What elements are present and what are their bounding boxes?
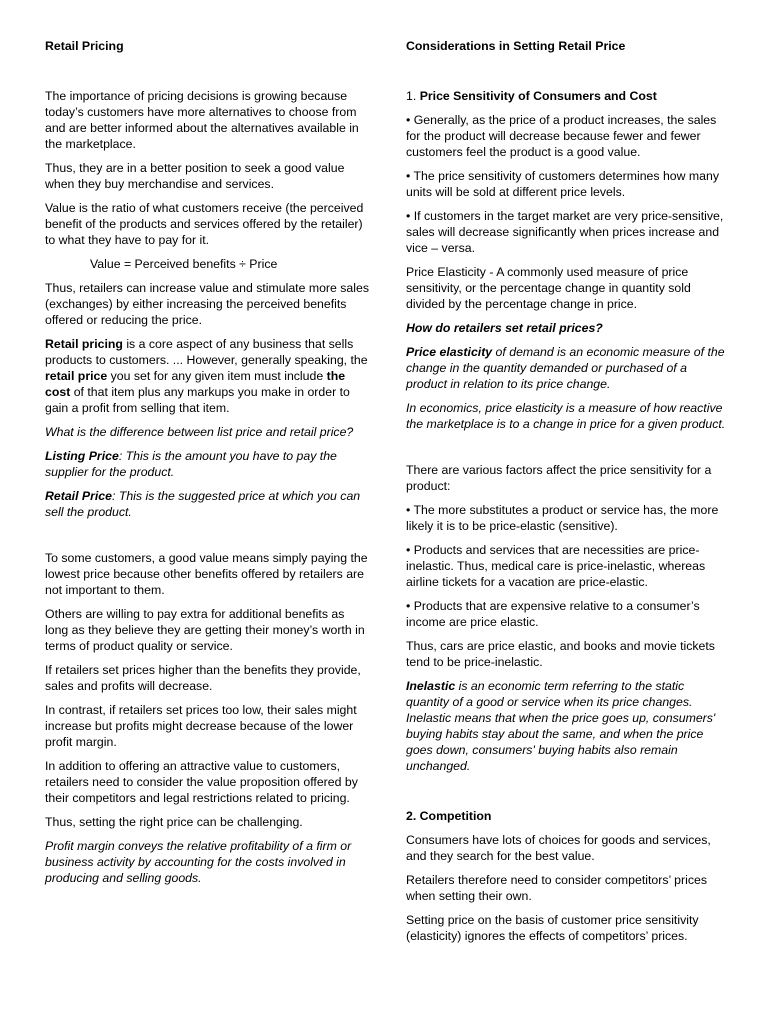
bold-term: the cost bbox=[45, 369, 346, 399]
value-formula: Value = Perceived benefits ÷ Price bbox=[90, 257, 278, 271]
bold-term: Retail pricing bbox=[45, 337, 123, 351]
paragraph: Inelastic is an economic term referring to the static quantity of a good or service when its price changes. Inelastic means that when the price goes up, consumers' buying habits stay about the same, and when the price goes down, consumers' buying habits also remain unchanged. bbox=[406, 679, 716, 773]
right-column bbox=[406, 38, 726, 952]
paragraph: Thus, they are in a better position to seek a good value when they buy merchandise and services. bbox=[45, 161, 345, 191]
definition-retail-price: Retail Price: This is the suggested price at which you can sell the product. bbox=[45, 489, 361, 519]
paragraph: Retail pricing is a core aspect of any business that sells products to customers. ... However, generally speaking, the retail price you set for any given item must include the cost of that item plus any markups you make in order to gain a profit from selling that item. bbox=[45, 337, 368, 415]
question: How do retailers set retail prices? bbox=[406, 321, 603, 335]
question: What is the difference between list price and retail price? bbox=[45, 425, 354, 439]
paragraph: Thus, retailers can increase value and stimulate more sales (exchanges) by either increasing the perceived benefits offered or reducing the price. bbox=[45, 281, 369, 327]
paragraph: Thus, setting the right price can be challenging. bbox=[45, 815, 303, 829]
paragraph: Others are willing to pay extra for additional benefits as long as they believe they are getting their money’s worth in terms of product quality or service. bbox=[45, 607, 365, 653]
paragraph: Retailers therefore need to consider competitors’ prices when setting their own. bbox=[406, 873, 707, 903]
paragraph: In addition to offering an attractive value to customers, retailers need to consider the value proposition offered by their competitors and legal restrictions related to pricing. bbox=[45, 759, 358, 805]
definition-listing-price: Listing Price: This is the amount you have to pay the supplier for the product. bbox=[45, 449, 337, 479]
paragraph: Price Elasticity - A commonly used measure of price sensitivity, or the percentage change in quantity sold divided by the percentage change in price. bbox=[406, 265, 691, 311]
bullet: • Generally, as the price of a product increases, the sales for the product will decrease because fewer and fewer customers feel the product is a good value. bbox=[406, 113, 717, 159]
bullet: • If customers in the target market are very price-sensitive, sales will decrease significantly when prices increase and vice – versa. bbox=[406, 209, 724, 255]
paragraph: Thus, cars are price elastic, and books and movie tickets tend to be price-inelastic. bbox=[406, 639, 715, 669]
bullet: • Products that are expensive relative to a consumer’s income are price elastic. bbox=[406, 599, 700, 629]
bullet: • Products and services that are necessities are price-inelastic. Thus, medical care is price-inelastic, whereas airline tickets for a vacation are price-elastic. bbox=[406, 543, 706, 589]
paragraph: Profit margin conveys the relative profitability of a firm or business activity by accounting for the costs involved in producing and selling goods. bbox=[45, 839, 352, 885]
section-heading: 1. Price Sensitivity of Consumers and Cost bbox=[406, 89, 657, 103]
section-heading: 2. Competition bbox=[406, 809, 492, 823]
bullet: • The price sensitivity of customers determines how many units will be sold at different price levels. bbox=[406, 169, 719, 199]
paragraph: In contrast, if retailers set prices too low, their sales might increase but profits might decrease because of the lower profit margin. bbox=[45, 703, 357, 749]
paragraph: Value is the ratio of what customers receive (the perceived benefit of the products and services offered by the retailer) to what they have to pay for it. bbox=[45, 201, 364, 247]
bullet: • The more substitutes a product or service has, the more likely it is to be price-elastic (sensitive). bbox=[406, 503, 719, 533]
paragraph: The importance of pricing decisions is growing because today’s customers have more alternatives to choose from and are better informed about the alternatives available in the marketplace. bbox=[45, 89, 359, 151]
paragraph: If retailers set prices higher than the benefits they provide, sales and profits will decrease. bbox=[45, 663, 361, 693]
paragraph: Consumers have lots of choices for goods and services, and they search for the best value. bbox=[406, 833, 711, 863]
paragraph: To some customers, a good value means simply paying the lowest price because other benefits offered by retailers are not important to them. bbox=[45, 551, 368, 597]
right-title: Considerations in Setting Retail Price bbox=[406, 39, 626, 53]
paragraph: Price elasticity of demand is an economic measure of the change in the quantity demanded or purchased of a product in relation to its price change. bbox=[406, 345, 725, 391]
left-title: Retail Pricing bbox=[45, 39, 124, 53]
left-column bbox=[45, 38, 370, 894]
paragraph: There are various factors affect the price sensitivity for a product: bbox=[406, 463, 712, 493]
paragraph: In economics, price elasticity is a measure of how reactive the marketplace is to a change in price for a given product. bbox=[406, 401, 726, 431]
paragraph: Setting price on the basis of customer price sensitivity (elasticity) ignores the effects of competitors’ prices. bbox=[406, 913, 699, 943]
bold-term: retail price bbox=[45, 369, 108, 383]
